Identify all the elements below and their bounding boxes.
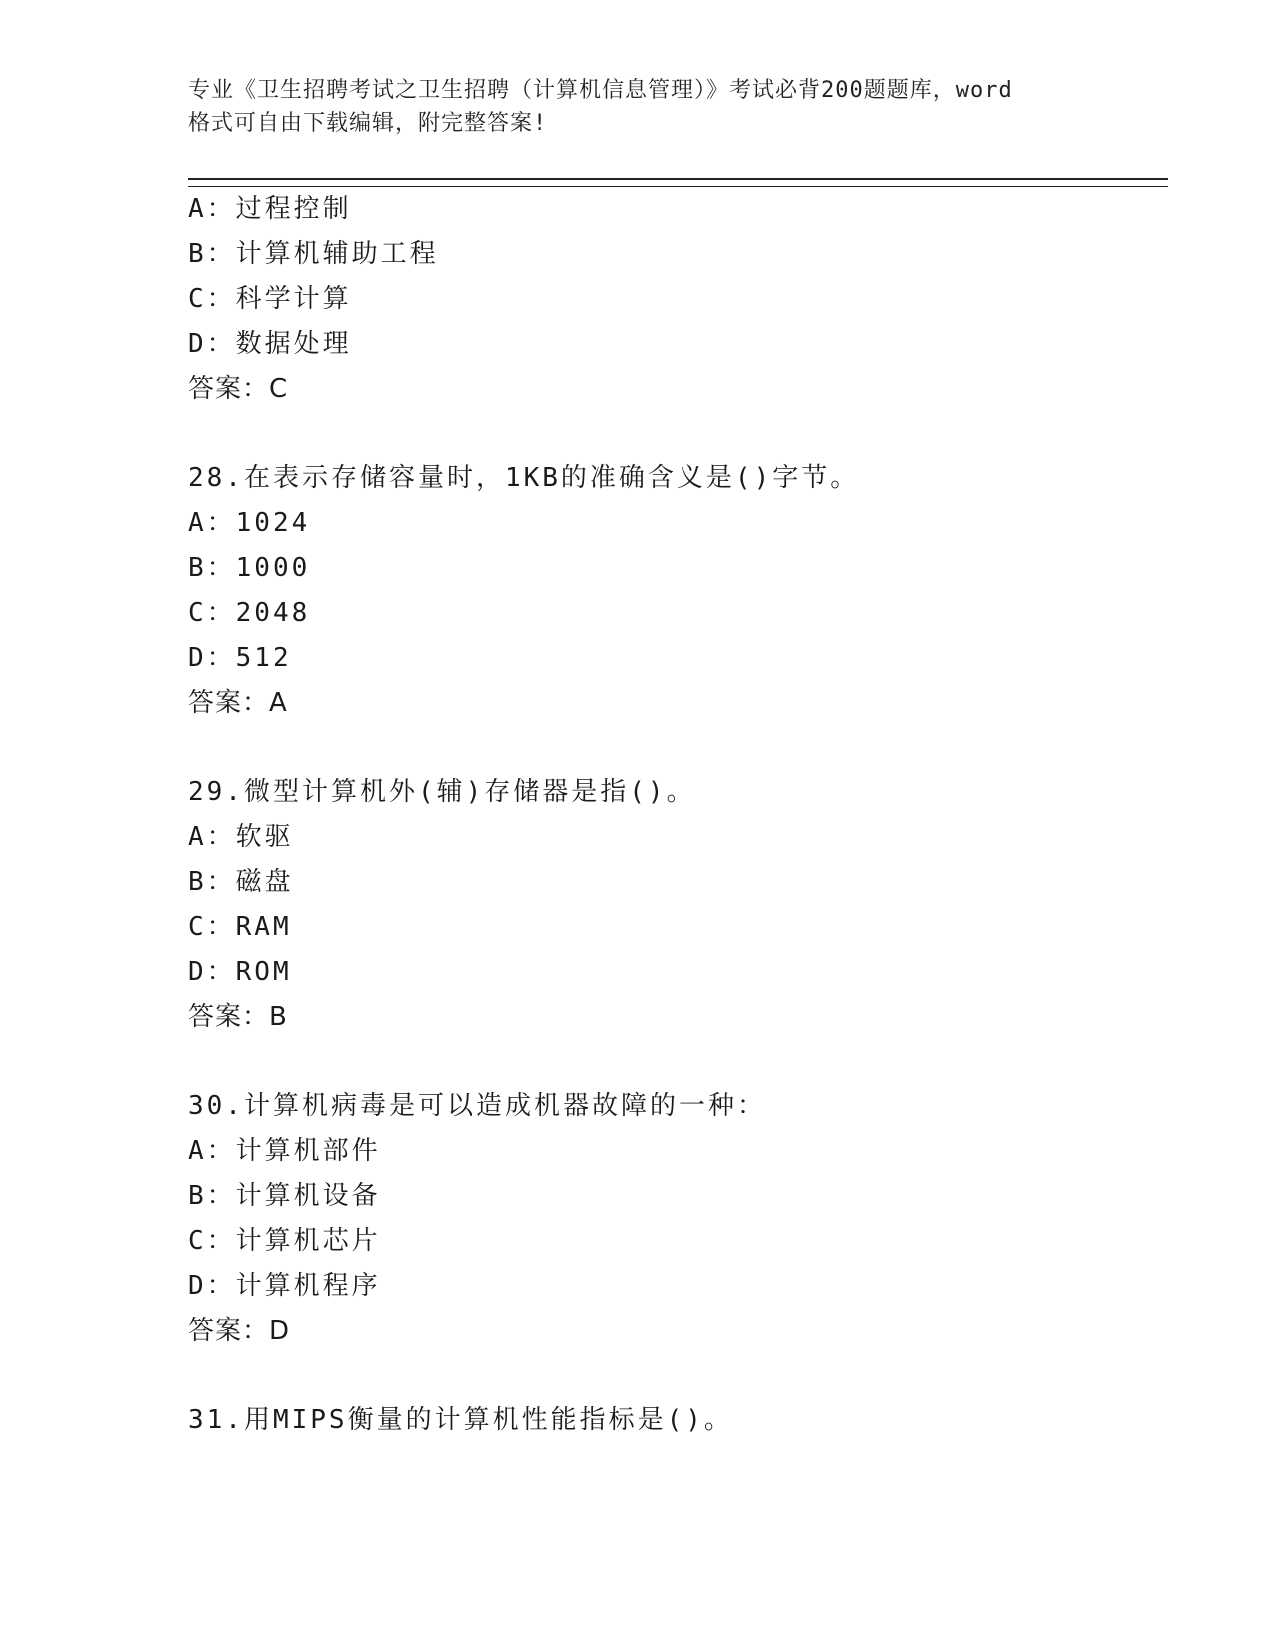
q28-option-b: B：1000 (188, 553, 311, 583)
q28-option-d: D：512 (188, 643, 292, 673)
q29-option-a: A：软驱 (188, 822, 294, 852)
q28-answer: 答案：A (188, 688, 288, 718)
q27-answer: 答案：C (188, 374, 289, 404)
q29-option-d: D：ROM (188, 957, 292, 987)
document-header (188, 74, 1088, 140)
q29-option-b: B：磁盘 (188, 867, 294, 897)
q27-option-b: B：计算机辅助工程 (188, 239, 439, 269)
q30-answer: 答案：D (188, 1316, 291, 1346)
q30-option-a: A：计算机部件 (188, 1136, 381, 1166)
q29-option-c: C：RAM (188, 912, 292, 942)
q30-option-c: C：计算机芯片 (188, 1226, 381, 1256)
q30-option-b: B：计算机设备 (188, 1181, 381, 1211)
q27-option-d: D：数据处理 (188, 329, 352, 359)
document-page (188, 0, 1168, 1650)
header-line-1: 专业《卫生招聘考试之卫生招聘（计算机信息管理）》考试必背200题题库，word (188, 78, 1013, 103)
q27-option-a: A：过程控制 (188, 194, 352, 224)
q29-question: 29.微型计算机外(辅)存储器是指()。 (188, 777, 696, 807)
q28-option-a: A：1024 (188, 508, 311, 538)
header-line-2: 格式可自由下载编辑，附完整答案! (188, 111, 548, 136)
q30-option-d: D：计算机程序 (188, 1271, 381, 1301)
q28-option-c: C：2048 (188, 598, 311, 628)
q31-question: 31.用MIPS衡量的计算机性能指标是()。 (188, 1405, 733, 1435)
q28-question: 28.在表示存储容量时，1KB的准确含义是()字节。 (188, 463, 860, 493)
q29-answer: 答案：B (188, 1002, 288, 1032)
q27-option-c: C：科学计算 (188, 284, 352, 314)
q30-question: 30.计算机病毒是可以造成机器故障的一种： (188, 1091, 766, 1121)
header-divider (188, 178, 1168, 187)
